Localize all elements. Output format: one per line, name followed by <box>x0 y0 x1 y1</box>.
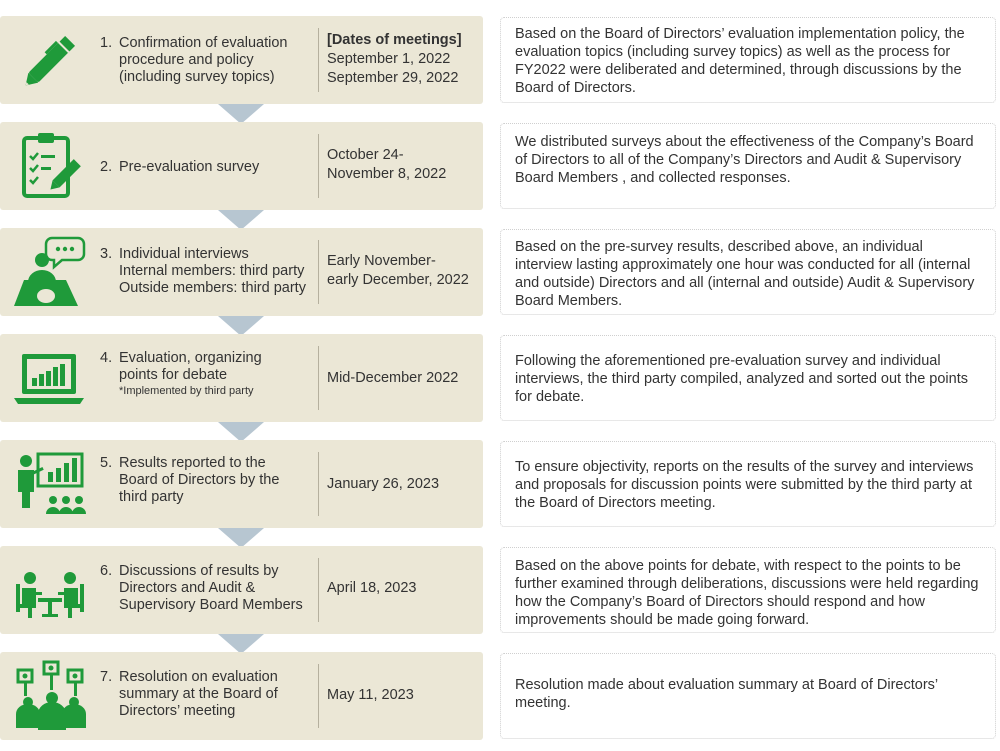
step-date: Early November- early December, 2022 <box>327 253 469 288</box>
separator <box>318 346 319 410</box>
step-number: 2. <box>100 159 113 175</box>
step-date: October 24- November 8, 2022 <box>327 147 447 182</box>
separator <box>318 558 319 622</box>
interview-icon <box>8 234 94 310</box>
separator <box>318 240 319 304</box>
down-arrow-icon <box>218 422 264 442</box>
step-4 <box>0 334 483 422</box>
down-arrow-icon <box>218 528 264 548</box>
down-arrow-icon <box>218 316 264 336</box>
step-number: 6. <box>100 563 113 579</box>
step-description: Resolution made about evaluation summary at Board of Directors’ meeting. <box>500 653 996 739</box>
step-date: January 26, 2023 <box>327 476 440 492</box>
step-number: 5. <box>100 455 113 471</box>
step-title: Resolution on evaluation summary at the Board of Directors’ meeting <box>119 669 278 719</box>
step-number: 7. <box>100 669 113 685</box>
step-title: Results reported to the Board of Directors by the third party <box>119 455 280 505</box>
laptop-chart-icon <box>8 340 94 416</box>
step-6 <box>0 546 483 634</box>
step-description: Based on the above points for debate, with respect to the points to be further examined through deliberations, discussions were held regarding how the Company’s Board of Directors should respond and how improvements should be made going forward. <box>500 547 996 633</box>
step-title: Pre-evaluation survey <box>119 159 260 175</box>
pen-icon <box>8 22 94 98</box>
step-number: 1. <box>100 35 113 51</box>
separator <box>318 28 319 92</box>
step-title: Confirmation of evaluation procedure and policy (including survey topics) <box>119 35 288 85</box>
step-description: We distributed surveys about the effectiveness of the Company’s Board of Directors to all of the Company’s Directors and Audit & Supervisory Board Members , and collected responses. <box>500 123 996 209</box>
meeting-table-icon <box>8 552 94 628</box>
down-arrow-icon <box>218 634 264 654</box>
step-1 <box>0 16 483 104</box>
step-5 <box>0 440 483 528</box>
separator <box>318 452 319 516</box>
step-description: To ensure objectivity, reports on the results of the survey and interviews and proposals for discussion points were submitted by the third party at the Board of Directors meeting. <box>500 441 996 527</box>
separator <box>318 134 319 198</box>
step-title: Evaluation, organizing points for debate *Implemented by third party <box>119 350 262 397</box>
down-arrow-icon <box>218 210 264 230</box>
step-2 <box>0 122 483 210</box>
step-7 <box>0 652 483 740</box>
step-title: Discussions of results by Directors and Audit & Supervisory Board Members <box>119 563 303 613</box>
step-number: 4. <box>100 350 113 366</box>
clipboard-checklist-icon <box>8 128 94 204</box>
step-title: Individual interviews Internal members: third party Outside members: third party <box>119 246 306 296</box>
separator <box>318 664 319 728</box>
voting-people-icon <box>8 658 94 734</box>
step-3 <box>0 228 483 316</box>
presentation-icon <box>8 446 94 522</box>
step-number: 3. <box>100 246 113 262</box>
step-description: Based on the Board of Directors’ evaluation implementation policy, the evaluation topics (including survey topics) as well as the process for FY2022 were deliberated and determined, through discussions by the Board of Directors. <box>500 17 996 103</box>
step-date: May 11, 2023 <box>327 687 414 703</box>
step-description: Following the aforementioned pre-evaluation survey and individual interviews, the third party compiled, analyzed and sorted out the points for debate. <box>500 335 996 421</box>
step-date: April 18, 2023 <box>327 580 417 596</box>
step-description: Based on the pre-survey results, described above, an individual interview lasting approximately one hour was conducted for all (internal and outside) Directors and all (internal and outside) Audit & Supervisory Board Members. <box>500 229 996 315</box>
step-date: Mid-December 2022 <box>327 370 459 386</box>
down-arrow-icon <box>218 104 264 124</box>
step-date: [Dates of meetings] September 1, 2022 September 29, 2022 <box>327 32 462 86</box>
